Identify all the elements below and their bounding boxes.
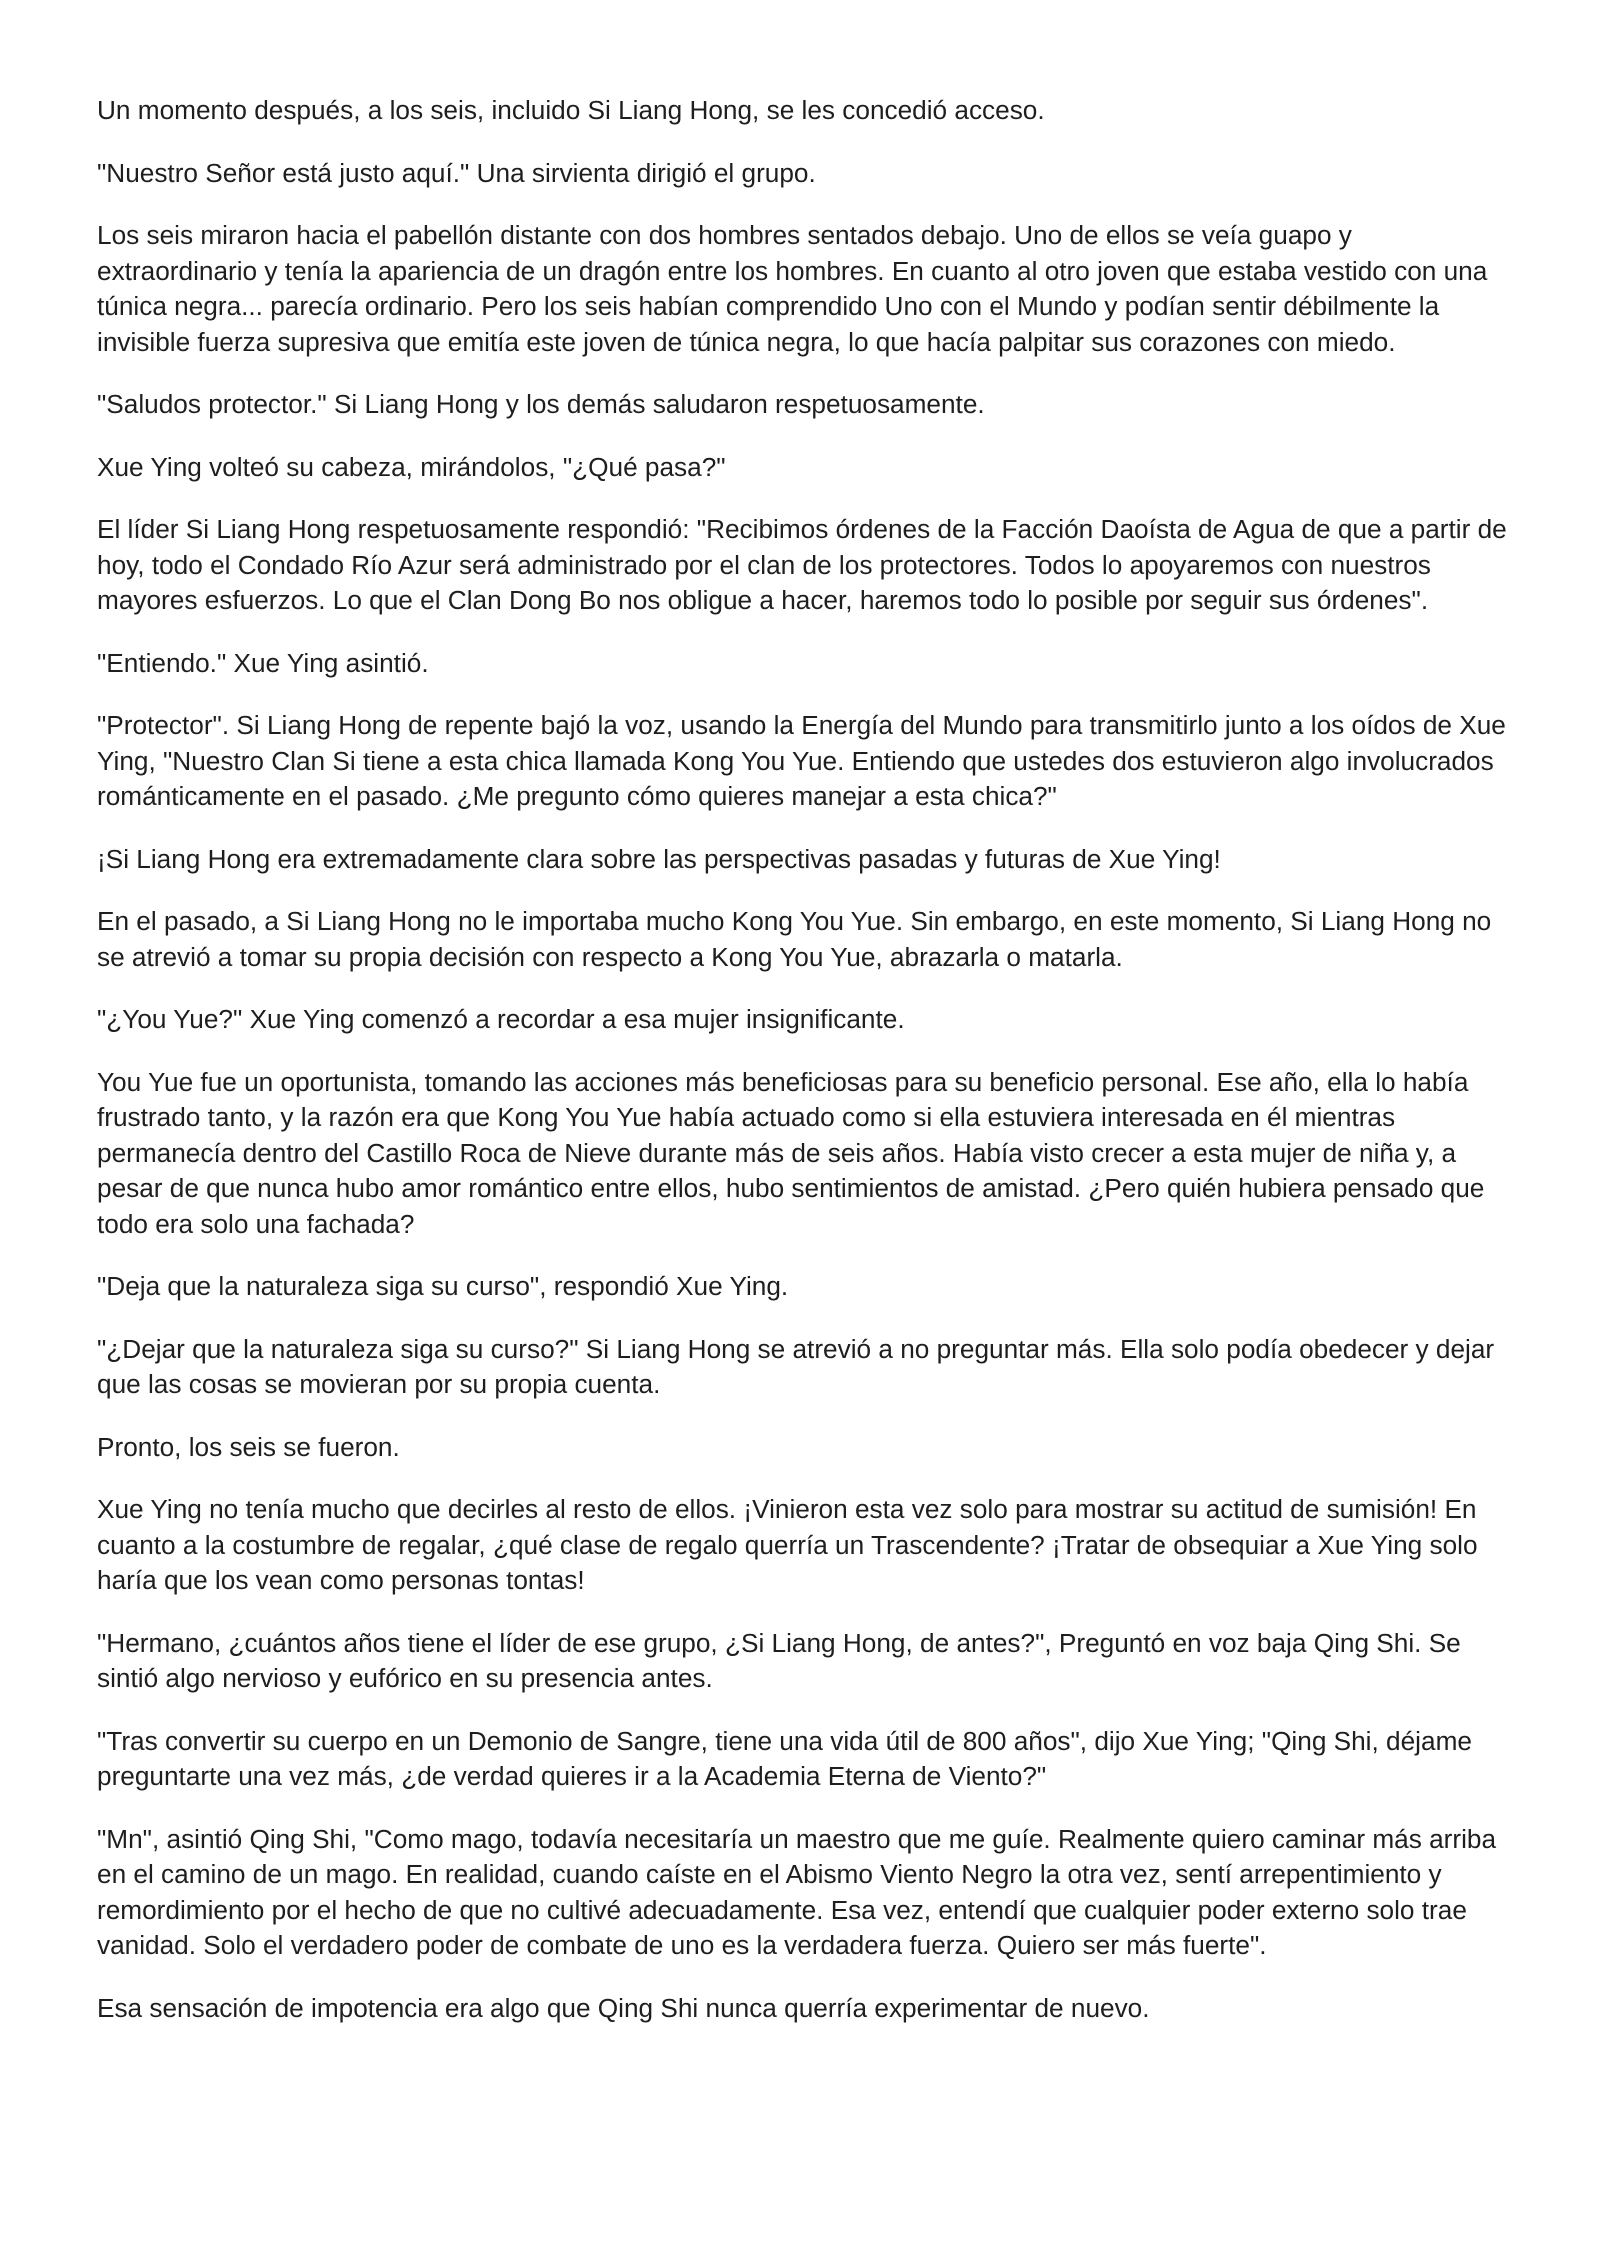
paragraph: You Yue fue un oportunista, tomando las acciones más beneficiosas para su beneficio personal. Ese año, ella lo había frustrado tanto, y la razón era que Kong You Yue había actuado como si ella estuviera interesada en él mientras permanecía dentro del Castillo Roca de Nieve durante más de seis años. Había visto crecer a esta mujer de niña y, a pesar de que nunca hubo amor romántico entre ellos, hubo sentimientos de amistad. ¿Pero quién hubiera pensado que todo era solo una fachada? xyxy=(97,1066,1485,1239)
paragraph: Xue Ying no tenía mucho que decirles al resto de ellos. ¡Vinieron esta vez solo para mostrar su actitud de sumisión! En cuanto a la costumbre de regalar, ¿qué clase de regalo querría un Trascendente? ¡Tratar de obsequiar a Xue Ying solo haría que los vean como personas tontas! xyxy=(97,1494,1478,1595)
paragraph: "Entiendo." Xue Ying asintió. xyxy=(97,647,429,678)
paragraph: Esa sensación de impotencia era algo que Qing Shi nunca querría experimentar de nuevo. xyxy=(97,1992,1150,2023)
paragraph: "Saludos protector." Si Liang Hong y los demás saludaron respetuosamente. xyxy=(97,389,985,419)
paragraph: Xue Ying volteó su cabeza, mirándolos, "¿Qué pasa?" xyxy=(97,451,726,482)
paragraph: "Hermano, ¿cuántos años tiene el líder de ese grupo, ¿Si Liang Hong, de antes?", Preguntó en voz baja Qing Shi. Se sintió algo nervioso y eufórico en su presencia antes. xyxy=(97,1627,1461,1693)
paragraph: Pronto, los seis se fueron. xyxy=(97,1431,400,1462)
paragraph: El líder Si Liang Hong respetuosamente respondió: "Recibimos órdenes de la Facción Daoísta de Agua de que a partir de hoy, todo el Condado Río Azur será administrado por el clan de los protectores. Todos lo apoyaremos con nuestros mayores esfuerzos. Lo que el Clan Dong Bo nos obligue a hacer, haremos todo lo posible por seguir sus órdenes". xyxy=(97,514,1507,615)
paragraph: "¿Dejar que la naturaleza siga su curso?" Si Liang Hong se atrevió a no preguntar más. Ella solo podía obedecer y dejar que las cosas se movieran por su propia cuenta. xyxy=(97,1333,1495,1399)
paragraph: Un momento después, a los seis, incluido Si Liang Hong, se les concedió acceso. xyxy=(97,95,1045,125)
paragraph: "Mn", asintió Qing Shi, "Como mago, todavía necesitaría un maestro que me guíe. Realmente quiero caminar más arriba en el camino de un mago. En realidad, cuando caíste en el Abismo Viento Negro la otra vez, sentí arrepentimiento y remordimiento por el hecho de que no cultivé adecuadamente. Esa vez, entendí que cualquier poder externo solo trae vanidad. Solo el verdadero poder de combate de uno es la verdadera fuerza. Quiero ser más fuerte". xyxy=(97,1823,1497,1960)
paragraph: "¿You Yue?" Xue Ying comenzó a recordar a esa mujer insignificante. xyxy=(97,1004,905,1034)
paragraph: En el pasado, a Si Liang Hong no le importaba mucho Kong You Yue. Sin embargo, en este momento, Si Liang Hong no se atrevió a tomar su propia decisión con respecto a Kong You Yue, abrazarla o matarla. xyxy=(97,906,1492,972)
document-page xyxy=(97,93,1509,2053)
paragraph: "Nuestro Señor está justo aquí." Una sirvienta dirigió el grupo. xyxy=(97,157,816,188)
paragraph: Los seis miraron hacia el pabellón distante con dos hombres sentados debajo. Uno de ellos se veía guapo y extraordinario y tenía la apariencia de un dragón entre los hombres. En cuanto al otro joven que estaba vestido con una túnica negra... parecía ordinario. Pero los seis habían comprendido Uno con el Mundo y podían sentir débilmente la invisible fuerza supresiva que emitía este joven de túnica negra, lo que hacía palpitar sus corazones con miedo. xyxy=(97,220,1488,357)
paragraph: "Deja que la naturaleza siga su curso", respondió Xue Ying. xyxy=(97,1271,789,1301)
paragraph: "Protector". Si Liang Hong de repente bajó la voz, usando la Energía del Mundo para transmitirlo junto a los oídos de Xue Ying, "Nuestro Clan Si tiene a esta chica llamada Kong You Yue. Entiendo que ustedes dos estuvieron algo involucrados románticamente en el pasado. ¿Me pregunto cómo quieres manejar a esta chica?" xyxy=(97,710,1506,811)
paragraph: ¡Si Liang Hong era extremadamente clara sobre las perspectivas pasadas y futuras de Xue Ying! xyxy=(97,843,1221,874)
paragraph: "Tras convertir su cuerpo en un Demonio de Sangre, tiene una vida útil de 800 años", dijo Xue Ying; "Qing Shi, déjame preguntarte una vez más, ¿de verdad quieres ir a la Academia Eterna de Viento?" xyxy=(97,1725,1472,1791)
